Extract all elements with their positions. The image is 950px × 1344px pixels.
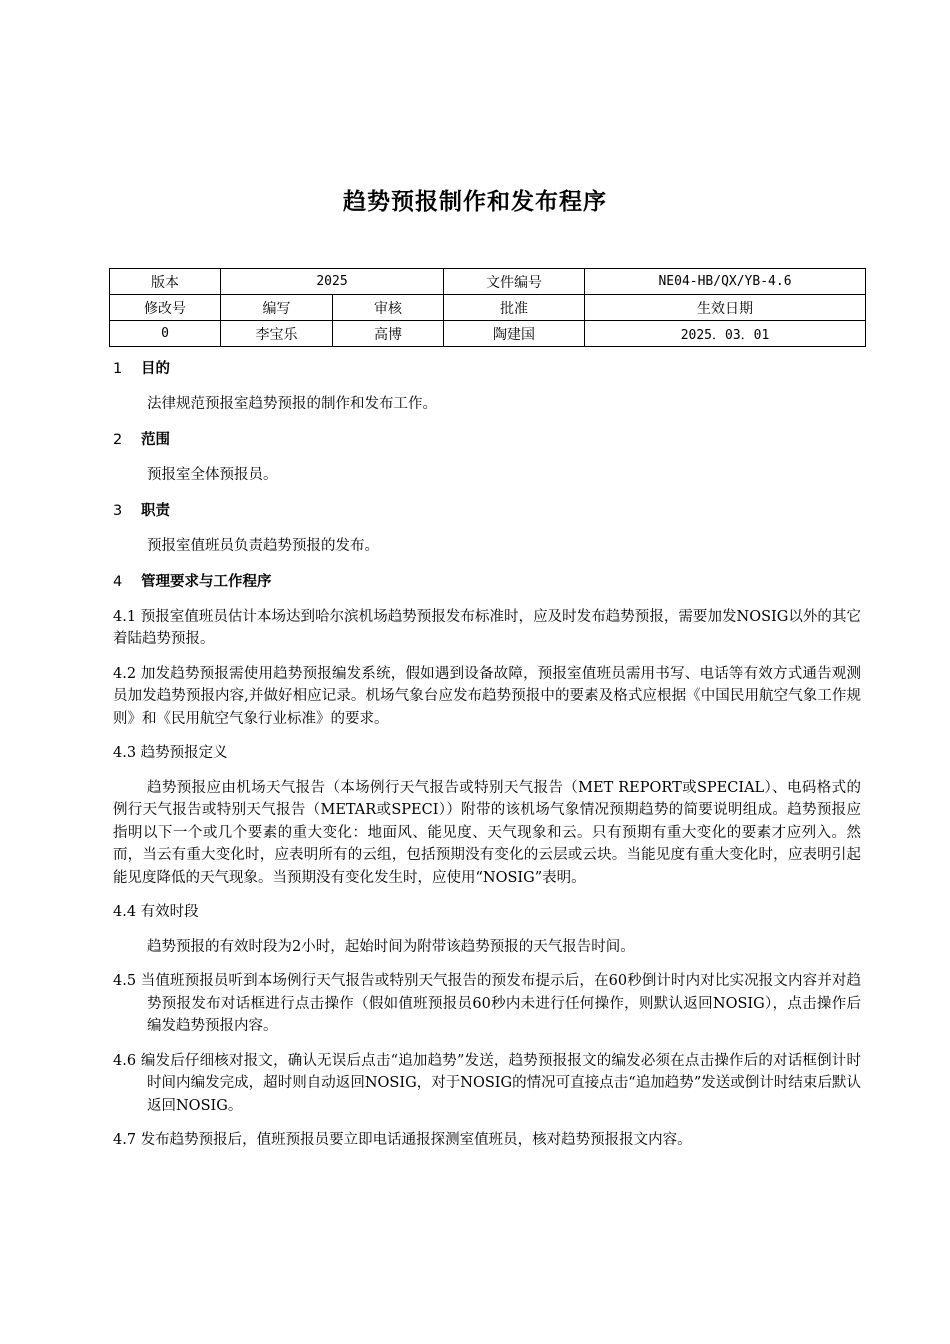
- author-label: 编写: [221, 295, 333, 321]
- clause-4-1: 4.1 预报室值班员估计本场达到哈尔滨机场趋势预报发布标准时，应及时发布趋势预报，需要加发NOSIG以外的其它着陆趋势预报。: [113, 608, 861, 647]
- clause-4-4-title: 4.4 有效时段: [113, 904, 199, 920]
- table-row: [110, 269, 866, 295]
- revision-label: 修改号: [110, 295, 221, 321]
- author-value: 李宝乐: [221, 321, 333, 347]
- clause-4-3-text: 趋势预报应由机场天气报告（本场例行天气报告或特别天气报告（MET REPORT或SPECIAL）、电码格式的例行天气报告或特别天气报告（METAR或SPECI））附带的该机场气象情况预期趋势的简要说明组成。趋势预报应指明以下一个或几个要素的重大变化：地面风、能见度、天气现象和云。只有预期有重大变化的要素才应列入。然而，当云有重大变化时，应表明所有的云组，包括预期没有变化的云层或云块。当能见度有重大变化时，应表明引起能见度降低的天气现象。当预期没有变化发生时，应使用“NOSIG”表明。: [113, 779, 861, 886]
- section-heading: 4 管理要求与工作程序: [113, 574, 272, 590]
- table-row: [110, 321, 866, 347]
- section-heading: 1 目的: [113, 361, 170, 377]
- clause-4-3-title: 4.3 趋势预报定义: [113, 745, 228, 761]
- reviewer-label: 审核: [333, 295, 444, 321]
- section-heading: 3 职责: [113, 503, 170, 519]
- clause-4-2: 4.2 加发趋势预报需使用趋势预报编发系统，假如遇到设备故障，预报室值班员需用书写、电话等有效方式通告观测员加发趋势预报内容,并做好相应记录。机场气象台应发布趋势预报中的要素及格式应根据《中国民用航空气象工作规则》和《民用航空气象行业标准》的要求。: [113, 665, 861, 727]
- section-text: 法律规范预报室趋势预报的制作和发布工作。: [147, 395, 437, 412]
- reviewer-value: 高博: [333, 321, 444, 347]
- clause-4-7: 4.7 发布趋势预报后，值班预报员要立即电话通报探测室值班员，核对趋势预报报文内容。: [113, 1132, 692, 1148]
- revision-value: 0: [110, 321, 221, 347]
- table-row: [110, 295, 866, 321]
- clause-4-6: 4.6 编发后仔细核对报文，确认无误后点击“追加趋势”发送，趋势预报报文的编发必须在点击操作后的对话框倒计时时间内编发完成，超时则自动返回NOSIG，对于NOSIG的情况可直接点击“追加趋势”发送或倒计时结束后默认返回NOSIG。: [113, 1052, 861, 1114]
- document-control-table: [109, 268, 866, 347]
- clause-4-4-text: 趋势预报的有效时段为2小时，起始时间为附带该趋势预报的天气报告时间。: [147, 938, 635, 955]
- section-heading: 2 范围: [113, 432, 170, 448]
- section-text: 预报室值班员负责趋势预报的发布。: [147, 537, 379, 554]
- file-number-label: 文件编号: [444, 269, 585, 295]
- document-body: [113, 358, 861, 1152]
- file-number-value: NE04-HB/QX/YB-4.6: [585, 269, 866, 295]
- effective-date-label: 生效日期: [585, 295, 866, 321]
- version-value: 2025: [221, 269, 444, 295]
- version-label: 版本: [110, 269, 221, 295]
- approver-value: 陶建国: [444, 321, 585, 347]
- document-title: 趋势预报制作和发布程序: [343, 189, 607, 215]
- section-text: 预报室全体预报员。: [147, 466, 278, 483]
- approver-label: 批准: [444, 295, 585, 321]
- effective-date-value: 2025．03．01: [585, 321, 866, 347]
- clause-4-5: 4.5 当值班预报员听到本场例行天气报告或特别天气报告的预发布提示后，在60秒倒计时内对比实况报文内容并对趋势预报发布对话框进行点击操作（假如值班预报员60秒内未进行任何操作，则默认返回NOSIG），点击操作后编发趋势预报内容。: [113, 973, 861, 1034]
